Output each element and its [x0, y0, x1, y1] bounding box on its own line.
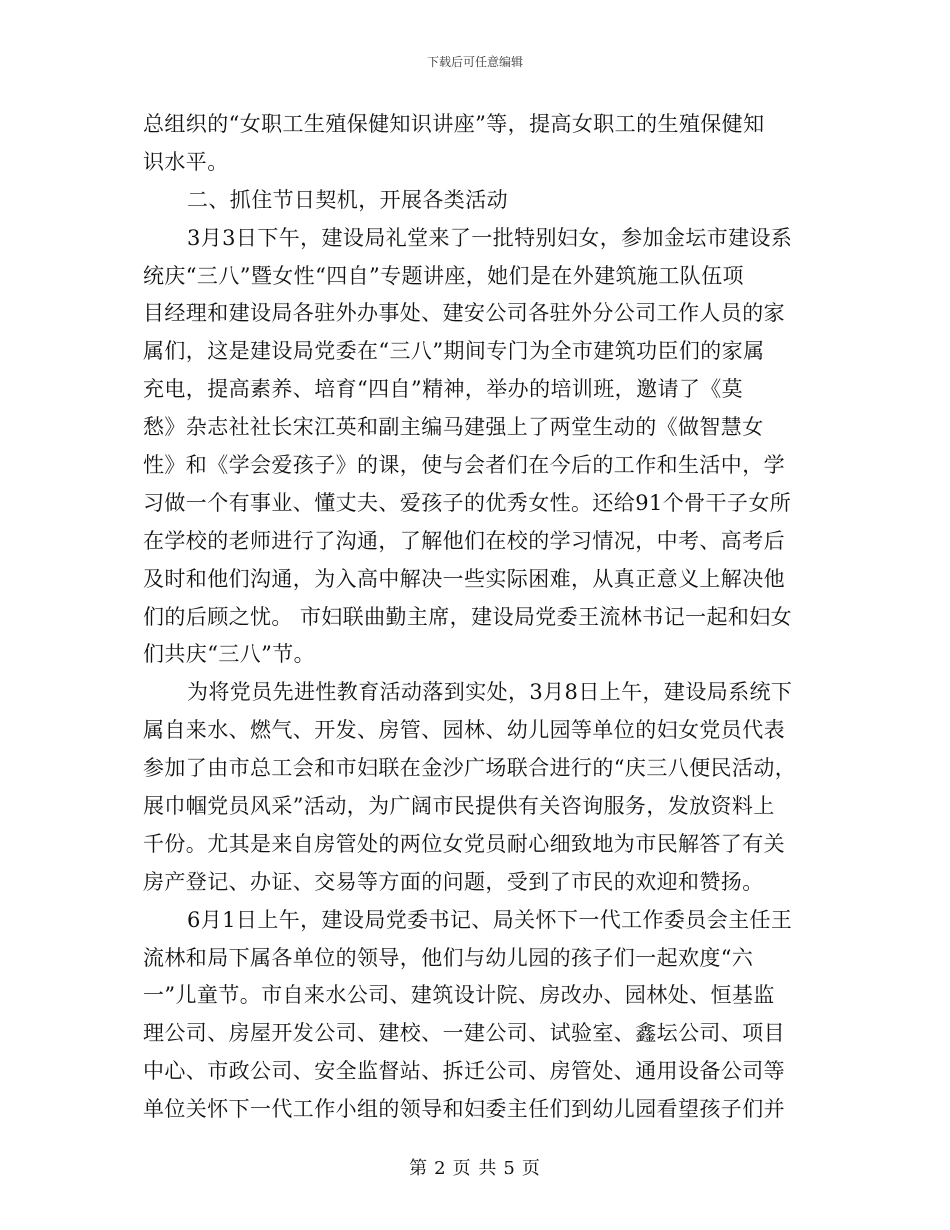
- text-line: 充电，提高素养、培育“四自”精神，举办的培训班，邀请了《莫: [143, 377, 744, 402]
- text-line: 属自来水、燃气、开发、房管、园林、幼儿园等单位的妇女党员代表: [143, 718, 785, 743]
- text-line: 及时和他们沟通，为入高中解决一些实际困难，从真正意义上解决他: [143, 566, 785, 591]
- text-line: 千份。尤其是来自房管处的两位女党员耐心细致地为市民解答了有关: [143, 831, 785, 856]
- text-line: 3月3日下午，建设局礼堂来了一批特别妇女，参加金坛市建设系: [187, 225, 793, 250]
- document-body: [143, 106, 813, 1129]
- text-line: 理公司、房屋开发公司、建校、一建公司、试验室、鑫坛公司、项目: [143, 1021, 785, 1046]
- text-line: 们共庆“三八”节。: [143, 642, 316, 667]
- text-line: 习做一个有事业、懂丈夫、爱孩子的优秀女性。还给91个骨干子女所: [143, 490, 792, 515]
- text-line: 总组织的“女职工生殖保健知识讲座”等，提高女职工的生殖保健知: [143, 112, 765, 136]
- text-line: 房产登记、办证、交易等方面的问题，受到了市民的欢迎和赞扬。: [143, 869, 764, 894]
- current-page-number: 2: [434, 1158, 447, 1179]
- text-line: 为将党员先进性教育活动落到实处，3月8日上午，建设局系统下: [187, 680, 793, 705]
- text-line: 愁》杂志社社长宋江英和副主编马建强上了两堂生动的《做智慧女: [143, 415, 764, 440]
- page-number-middle: 页 共: [452, 1158, 498, 1179]
- page-number-prefix: 第: [409, 1158, 429, 1179]
- page-footer: [0, 1154, 950, 1180]
- text-line: 识水平。: [143, 149, 229, 174]
- text-line: 展巾帼党员风采”活动，为广阔市民提供有关咨询服务，发放资料上: [143, 794, 775, 819]
- text-line: 单位关怀下一代工作小组的领导和妇委主任们到幼儿园看望孩子们并: [143, 1097, 785, 1122]
- text-line: 目经理和建设局各驻外办事处、建安公司各驻外分公司工作人员的家: [143, 301, 785, 326]
- text-line: 一”儿童节。市自来水公司、建筑设计院、房改办、园林处、恒基监: [143, 983, 775, 1008]
- text-line: 们的后顾之忧。 市妇联曲勤主席，建设局党委王流林书记一起和妇女: [143, 604, 793, 629]
- text-line: 参加了由市总工会和市妇联在金沙广场联合进行的“庆三八便民活动，: [143, 756, 797, 781]
- text-line: 性》和《学会爱孩子》的课，使与会者们在今后的工作和生活中，学: [143, 453, 785, 478]
- total-page-count: 5: [503, 1158, 516, 1179]
- text-line: 统庆“三八”暨女性“四自”专题讲座，她们是在外建筑施工队伍项: [143, 263, 744, 288]
- text-line: 中心、市政公司、安全监督站、拆迁公司、房管处、通用设备公司等: [143, 1059, 785, 1084]
- page-number-suffix: 页: [521, 1158, 541, 1179]
- section-heading: 二、抓住节日契机，开展各类活动: [187, 187, 508, 212]
- text-line: 属们，这是建设局党委在“三八”期间专门为全市建筑功臣们的家属: [143, 339, 765, 364]
- text-line: 流林和局下属各单位的领导，他们与幼儿园的孩子们一起欢度“六: [143, 945, 754, 970]
- text-line: 6月1日上午，建设局党委书记、局关怀下一代工作委员会主任王: [187, 907, 793, 932]
- page-header: 下载后可任意编辑: [426, 55, 523, 69]
- text-line: 在学校的老师进行了沟通，了解他们在校的学习情况，中考、高考后: [143, 528, 785, 553]
